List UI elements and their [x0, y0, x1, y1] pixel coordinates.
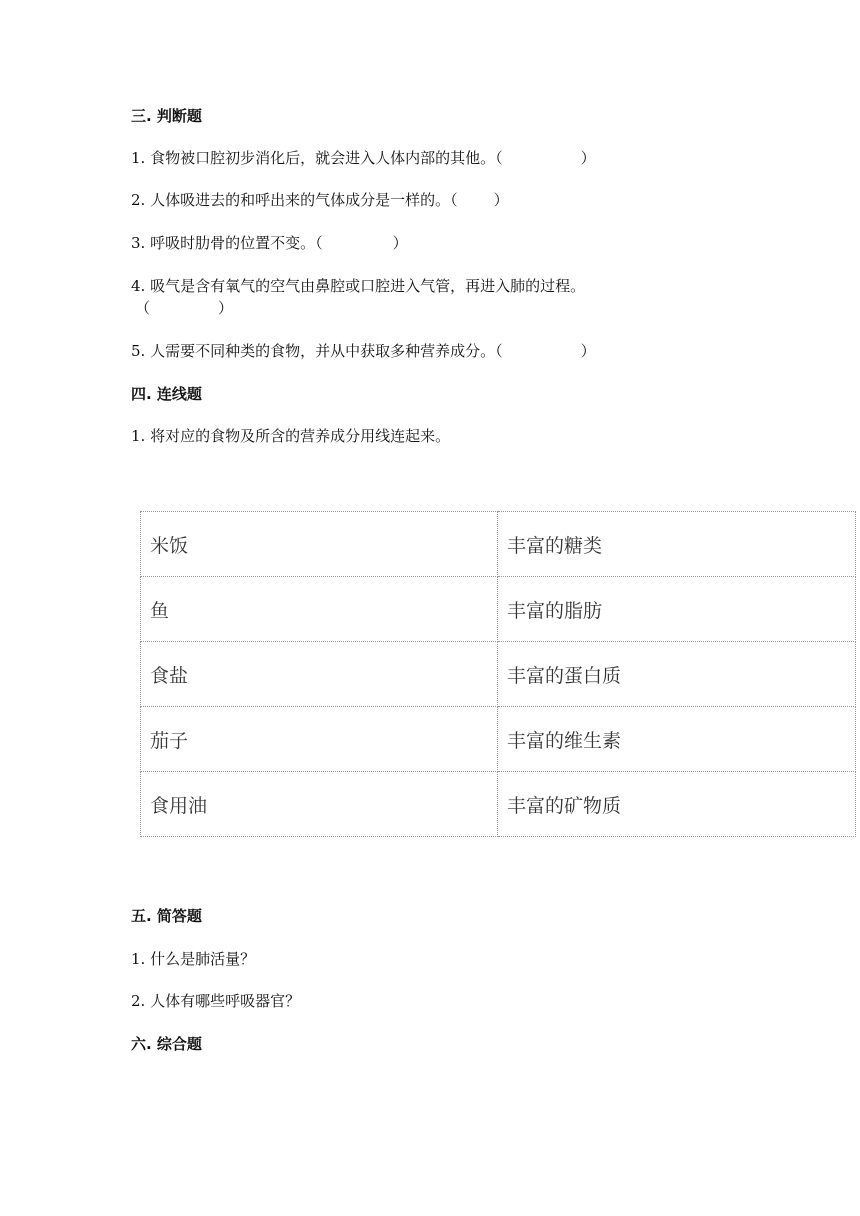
judgment-question-4-answer [135, 298, 233, 318]
food-cell[interactable]: 食盐 [141, 642, 498, 707]
answer-bracket-close: ） [392, 234, 408, 252]
food-cell[interactable]: 食用油 [141, 772, 498, 837]
short-answer-question-2: 2. 人体有哪些呼吸器官？ [131, 992, 301, 1010]
question-text: 2. 人体吸进去的和呼出来的气体成分是一样的。 [131, 191, 451, 209]
answer-bracket-open: （ [495, 342, 503, 360]
section-heading-matching: 四. 连线题 [131, 385, 202, 403]
table-row [141, 772, 856, 837]
answer-bracket-close: ） [493, 191, 509, 209]
judgment-question-3 [131, 233, 408, 253]
nutrient-cell[interactable]: 丰富的矿物质 [498, 772, 856, 837]
judgment-question-1 [131, 148, 596, 168]
nutrient-cell[interactable]: 丰富的维生素 [498, 707, 856, 772]
judgment-question-2 [131, 190, 509, 210]
food-cell[interactable]: 米饭 [141, 512, 498, 577]
nutrient-cell[interactable]: 丰富的脂肪 [498, 577, 856, 642]
question-text: 4. 吸气是含有氧气的空气由鼻腔或口腔进入气管，再进入肺的过程。 [131, 277, 586, 295]
section-heading-judgment: 三. 判断题 [131, 107, 202, 125]
answer-bracket-close: ） [218, 299, 234, 317]
section-heading-short-answer: 五. 简答题 [131, 907, 202, 925]
matching-table [140, 511, 856, 837]
answer-bracket-close: ） [580, 149, 596, 167]
section-heading-comprehensive: 六. 综合题 [131, 1035, 202, 1053]
table-row [141, 512, 856, 577]
question-text: 3. 呼吸时肋骨的位置不变。 [131, 234, 316, 252]
answer-bracket-open: （ [315, 234, 323, 252]
judgment-question-5 [131, 341, 596, 361]
table-row [141, 577, 856, 642]
nutrient-cell[interactable]: 丰富的蛋白质 [498, 642, 856, 707]
short-answer-question-1: 1. 什么是肺活量？ [131, 950, 256, 968]
food-cell[interactable]: 茄子 [141, 707, 498, 772]
table-row [141, 642, 856, 707]
answer-bracket-close: ） [580, 342, 596, 360]
matching-question-1: 1. 将对应的食物及所含的营养成分用线连起来。 [131, 427, 451, 445]
judgment-question-4 [131, 276, 585, 296]
question-text: 1. 食物被口腔初步消化后，就会进入人体内部的其他。 [131, 149, 496, 167]
question-text: 5. 人需要不同种类的食物，并从中获取多种营养成分。 [131, 342, 496, 360]
answer-bracket-open: （ [135, 299, 151, 317]
nutrient-cell[interactable]: 丰富的糖类 [498, 512, 856, 577]
answer-bracket-open: （ [450, 191, 458, 209]
table-row [141, 707, 856, 772]
food-cell[interactable]: 鱼 [141, 577, 498, 642]
answer-bracket-open: （ [495, 149, 503, 167]
